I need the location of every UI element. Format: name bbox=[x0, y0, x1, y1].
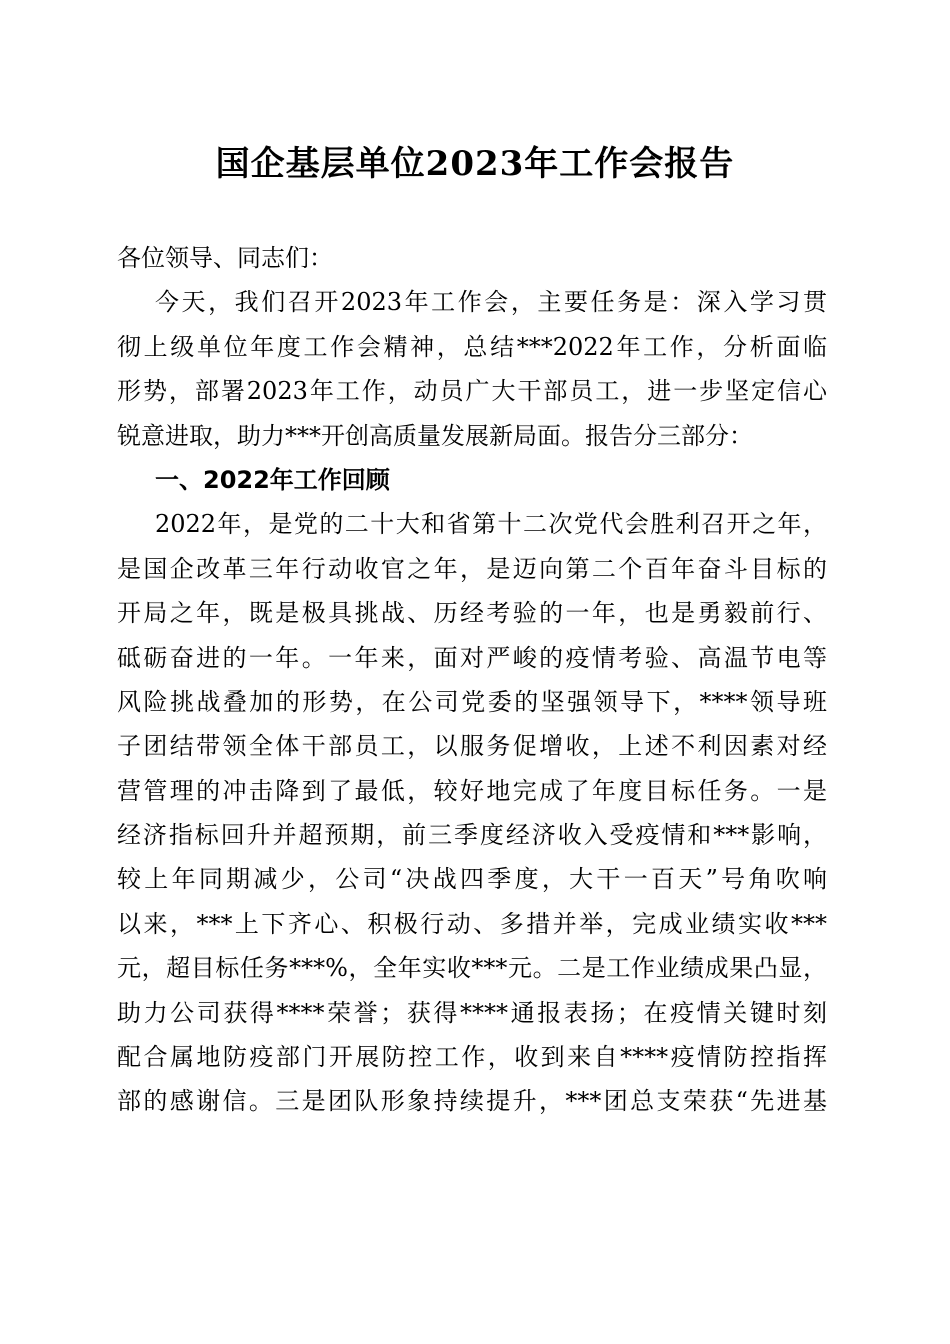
paragraph-line: 锐意进取，助力***开创高质量发展新局面。报告分三部分： bbox=[117, 421, 753, 450]
paragraph-line: 2022年，是党的二十大和省第十二次党代会胜利召开之年， bbox=[155, 510, 827, 539]
paragraph-line: 营管理的冲击降到了最低，较好地完成了年度目标任务。一是 bbox=[117, 776, 827, 805]
paragraph-line: 今天，我们召开2023年工作会，主要任务是：深入学习贯 bbox=[155, 288, 827, 317]
salutation: 各位领导、同志们： bbox=[117, 244, 333, 272]
paragraph-line: 以来，***上下齐心、积极行动、多措并举，完成业绩实收*** bbox=[117, 909, 827, 938]
paragraph-line: 配合属地防疫部门开展防控工作，收到来自****疫情防控指挥 bbox=[117, 1043, 827, 1072]
paragraph-line: 元，超目标任务***%，全年实收***元。二是工作业绩成果凸显， bbox=[117, 954, 827, 983]
paragraph-line: 子团结带领全体干部员工，以服务促增收，上述不利因素对经 bbox=[117, 732, 827, 761]
document-title: 国企基层单位2023年工作会报告 bbox=[215, 144, 735, 184]
paragraph-line: 是国企改革三年行动收官之年，是迈向第二个百年奋斗目标的 bbox=[117, 554, 827, 583]
paragraph-line: 彻上级单位年度工作会精神，总结***2022年工作，分析面临 bbox=[117, 332, 827, 361]
paragraph-line: 形势，部署2023年工作，动员广大干部员工，进一步坚定信心 bbox=[117, 377, 827, 406]
paragraph-line: 部的感谢信。三是团队形象持续提升，***团总支荣获“先进基 bbox=[117, 1087, 827, 1116]
paragraph-line: 风险挑战叠加的形势，在公司党委的坚强领导下，****领导班 bbox=[117, 687, 827, 716]
paragraph-line: 开局之年，既是极具挑战、历经考验的一年，也是勇毅前行、 bbox=[117, 599, 827, 628]
paragraph-line: 经济指标回升并超预期，前三季度经济收入受疫情和***影响， bbox=[117, 821, 827, 850]
paragraph-line: 助力公司获得****荣誉；获得****通报表扬；在疫情关键时刻 bbox=[117, 998, 827, 1027]
review-paragraph bbox=[117, 502, 827, 1123]
document-body bbox=[117, 236, 827, 1124]
section-heading: 一、2022年工作回顾 bbox=[155, 465, 390, 494]
paragraph-line: 较上年同期减少，公司“决战四季度，大干一百天”号角吹响 bbox=[117, 865, 827, 894]
intro-paragraph bbox=[117, 280, 827, 458]
paragraph-line: 砥砺奋进的一年。一年来，面对严峻的疫情考验、高温节电等 bbox=[117, 643, 827, 672]
